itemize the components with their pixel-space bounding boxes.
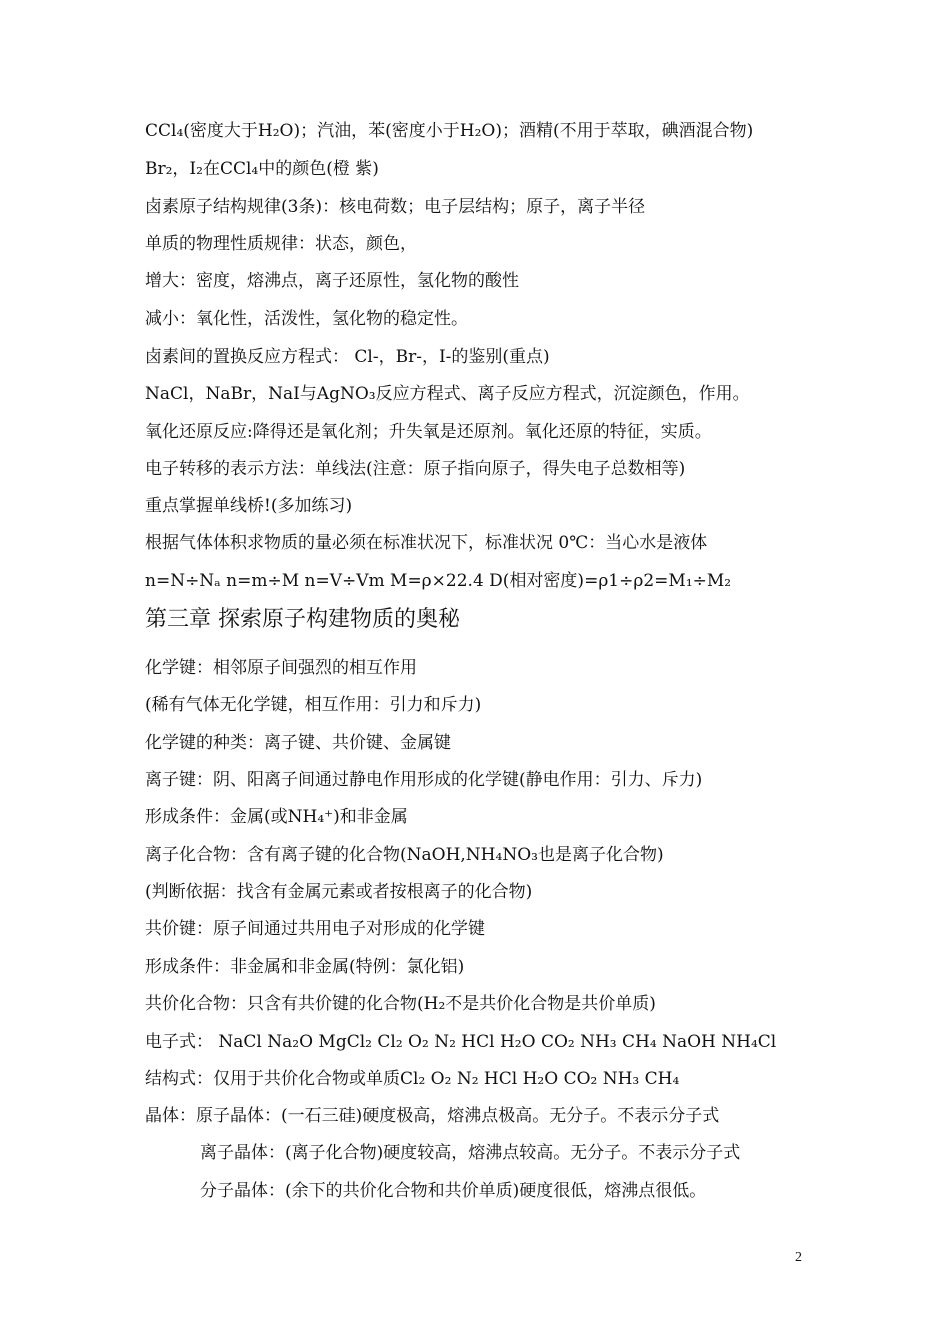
text-line: 化学键：相邻原子间强烈的相互作用 [145,658,417,678]
text-line: 化学键的种类：离子键、共价键、金属键 [145,733,451,753]
page-number: 2 [795,1250,802,1265]
text-line: 结构式：仅用于共价化合物或单质Cl₂ O₂ N₂ HCl H₂O CO₂ NH₃ CH₄ [145,1069,680,1089]
text-line: 卤素原子结构规律(3条)：核电荷数；电子层结构；原子，离子半径 [145,197,646,217]
text-line: 形成条件：金属(或NH₄⁺)和非金属 [145,807,408,827]
text-line: 单质的物理性质规律：状态，颜色， [145,234,417,254]
text-line: 共价键：原子间通过共用电子对形成的化学键 [145,919,485,939]
text-line: 离子化合物：含有离子键的化合物(NaOH,NH₄NO₃也是离子化合物) [145,845,664,865]
text-line: 电子转移的表示方法：单线法(注意：原子指向原子，得失电子总数相等) [145,459,686,479]
text-line: CCl₄(密度大于H₂O)；汽油，苯(密度小于H₂O)；酒精(不用于萃取，碘酒混合物) [145,121,754,141]
text-line: 离子键：阴、阳离子间通过静电作用形成的化学键(静电作用：引力、斥力) [145,770,703,790]
text-line: 卤素间的置换反应方程式： Cl-，Br-，I-的鉴别(重点) [145,347,550,367]
text-line: n=N÷Nₐ n=m÷M n=V÷Vm M=ρ×22.4 D(相对密度)=ρ1÷ρ2=M₁÷M₂ [145,571,732,591]
text-line: Br₂，I₂在CCl₄中的颜色(橙 紫) [145,159,379,179]
text-line: NaCl，NaBr，NaI与AgNO₃反应方程式、离子反应方程式，沉淀颜色，作用。 [145,384,750,404]
text-line: 增大：密度，熔沸点，离子还原性，氢化物的酸性 [145,271,519,291]
text-line: 氧化还原反应:降得还是氧化剂；升失氧是还原剂。氧化还原的特征，实质。 [145,422,712,442]
text-line: 减小：氧化性，活泼性，氢化物的稳定性。 [145,309,468,329]
text-line: 离子晶体：(离子化合物)硬度较高，熔沸点较高。无分子。不表示分子式 [200,1143,741,1163]
chapter-title: 第三章 探索原子构建物质的奥秘 [145,607,460,632]
text-line: 晶体：原子晶体：(一石三硅)硬度极高，熔沸点极高。无分子。不表示分子式 [145,1106,720,1126]
text-line: 电子式： NaCl Na₂O MgCl₂ Cl₂ O₂ N₂ HCl H₂O CO₂ NH₃ CH₄ NaOH NH₄Cl [145,1032,777,1052]
text-line: (稀有气体无化学键，相互作用：引力和斥力) [145,695,482,715]
text-line: 形成条件：非金属和非金属(特例：氯化铝) [145,957,465,977]
text-line: 根据气体体积求物质的量必须在标准状况下，标准状况 0℃：当心水是液体 [145,533,708,553]
text-line: 共价化合物：只含有共价键的化合物(H₂不是共价化合物是共价单质) [145,994,656,1014]
text-line: 重点掌握单线桥!(多加练习) [145,496,353,516]
text-line: 分子晶体：(余下的共价化合物和共价单质)硬度很低，熔沸点很低。 [200,1181,707,1201]
text-line: (判断依据：找含有金属元素或者按根离子的化合物) [145,882,533,902]
